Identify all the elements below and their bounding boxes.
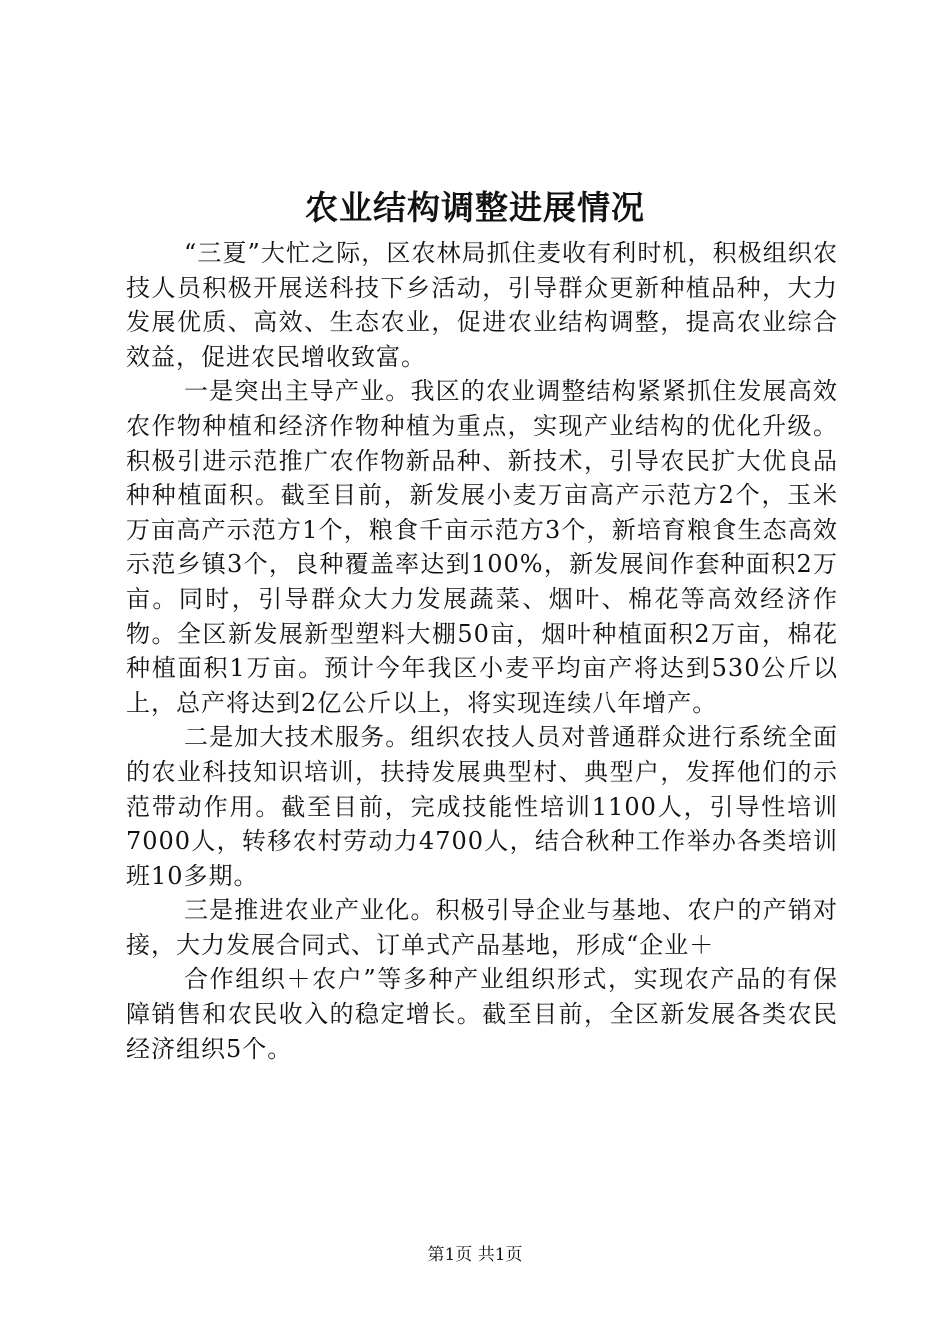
document-body <box>126 236 838 1066</box>
paragraph-industrialization-continued: 合作组织＋农户”等多种产业组织形式，实现农产品的有保障销售和农民收入的稳定增长。截至目前，全区新发展各类农民经济组织5个。 <box>126 965 838 1063</box>
paragraph-industrialization: 三是推进农业产业化。积极引导企业与基地、农户的产销对接，大力发展合同式、订单式产品基地，形成“企业＋ <box>126 896 838 959</box>
page-title: 农业结构调整进展情况 <box>305 188 645 227</box>
paragraph-technical-service: 二是加大技术服务。组织农技人员对普通群众进行系统全面的农业科技知识培训，扶持发展典型村、典型户，发挥他们的示范带动作用。截至目前，完成技能性培训1100人，引导性培训7000人，转移农村劳动力4700人，结合秋种工作举办各类培训班10多期。 <box>126 723 838 890</box>
paragraph-main-industry: 一是突出主导产业。我区的农业调整结构紧紧抓住发展高效农作物种植和经济作物种植为重点，实现产业结构的优化升级。积极引进示范推广农作物新品种、新技术，引导农民扩大优良品种种植面积。截至目前，新发展小麦万亩高产示范方2个，玉米万亩高产示范方1个，粮食千亩示范方3个，新培育粮食生态高效示范乡镇3个，良种覆盖率达到100%，新发展间作套种面积2万亩。同时，引导群众大力发展蔬菜、烟叶、棉花等高效经济作物。全区新发展新型塑料大棚50亩，烟叶种植面积2万亩，棉花种植面积1万亩。预计今年我区小麦平均亩产将达到530公斤以上，总产将达到2亿公斤以上，将实现连续八年增产。 <box>126 377 838 717</box>
paragraph-intro: “三夏”大忙之际，区农林局抓住麦收有利时机，积极组织农技人员积极开展送科技下乡活动，引导群众更新种植品种，大力发展优质、高效、生态农业，促进农业结构调整，提高农业综合效益，促进农民增收致富。 <box>126 239 838 371</box>
page-number-footer: 第1页 共1页 <box>427 1245 523 1265</box>
